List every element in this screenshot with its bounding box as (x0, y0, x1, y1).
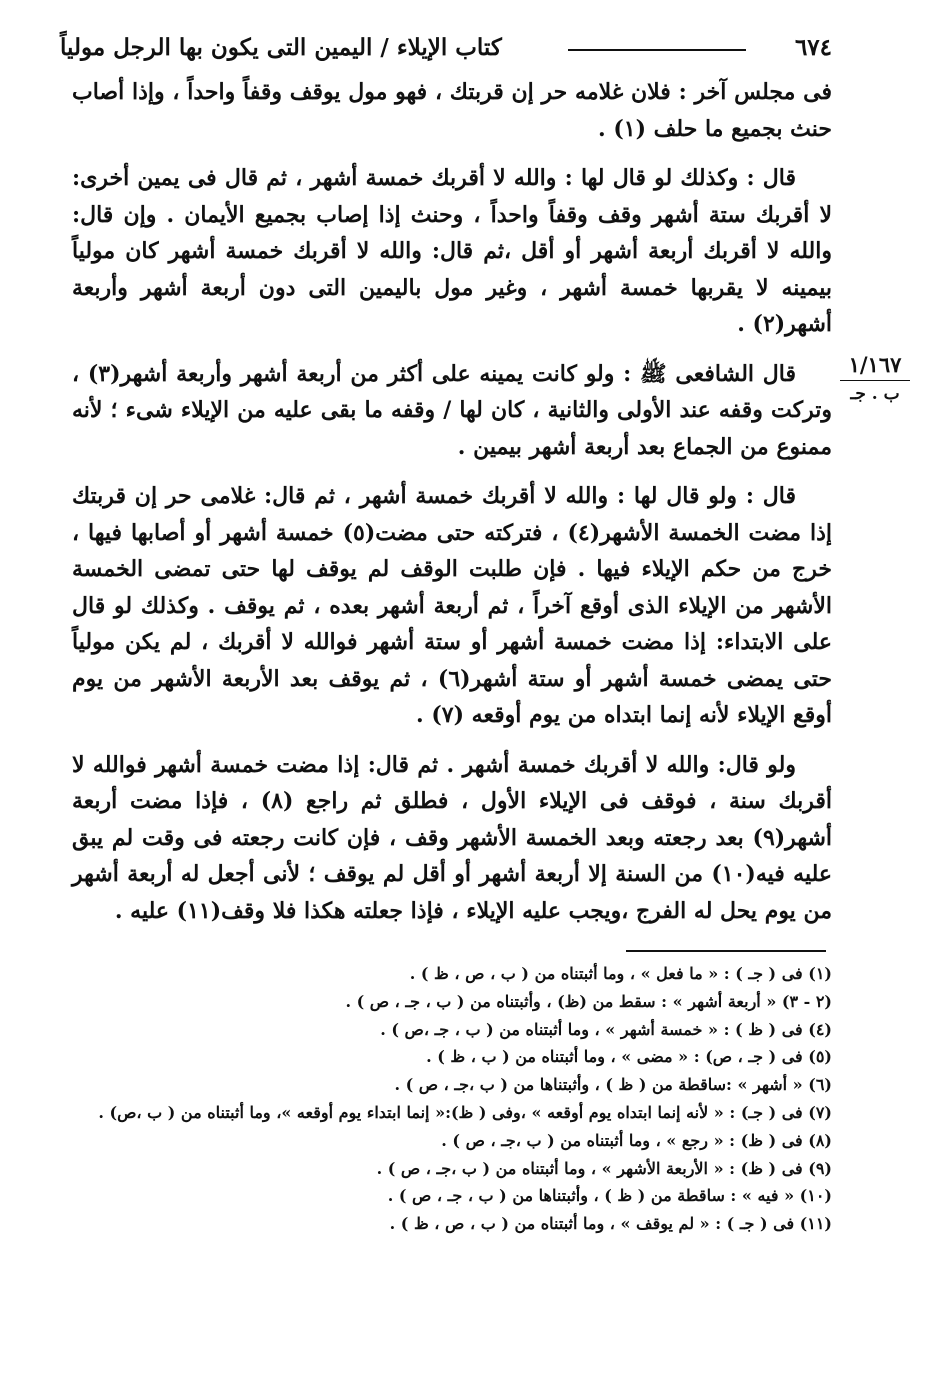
paragraph-text: ولو قال لها : والله لا أقربك خمسة أشهر ، ثم قال: غلامى حر إن قربتك إذا مضت الخمسة الأشهر(٤) ، فتركته حتى مضت(٥) خمسة أشهر أو أصابها فيها ، خرج من حكم الإيلاء فيها . فإن طلبت الوقف لم يوقف لها حتى تمضى الخمسة الأشهر من الإيلاء الذى أوقع آخراً ، ثم أربعة أشهر بعده ، ثم يوقف . وكذلك لو قال على الابتداء: إذا مضت خمسة أشهر أو ستة أشهر فوالله لا أقربك ، لم يكن مولياً حتى يمضى خمسة أشهر أو ستة أشهر(٦) ، ثم يوقف بعد الأربعة الأشهر من يوم أوقع الإيلاء لأنه إنما ابتداه من يوم أوقعه (٧) . (72, 483, 832, 728)
footnote-divider (626, 950, 826, 952)
footnote: (١٠) « فيه » : ساقطة من ( ظ ) ، وأثبتناها من ( ب ، جـ ، ص ) . (387, 1186, 832, 1206)
margin-reference (840, 352, 910, 407)
page-header (60, 28, 832, 68)
paragraph-lead: قال : (745, 483, 796, 509)
page-number: ٦٧٤ (794, 34, 832, 61)
header-rule (568, 49, 746, 51)
footnote: (٤) فى ( ظ ) : « خمسة أشهر » ، وما أثبتناه من ( ب ، جـ ،ص ) . (380, 1019, 832, 1039)
paragraph (72, 74, 832, 147)
margin-reference-manuscript: ب . جـ (850, 384, 900, 404)
paragraph-text: وكذلك لو قال لها : والله لا أقربك خمسة أشهر ، ثم قال فى يمين أخرى: لا أقربك ستة أشهر وقف وقفاً واحداً ، وحنث إذا إصاب بجميع الأيمان . وإن قال: والله لا أقربك أربعة أشهر أو أقل ،ثم قال: والله لا أقربك خمسة أشهر كان مولياً بيمينه لا يقربها خمسة أشهر ، وغير مول باليمين التى دون أربعة أشهر وأربعة أشهر(٢) . (72, 165, 832, 337)
paragraph-text: ولو قال: والله لا أقربك خمسة أشهر . ثم قال: إذا مضت خمسة أشهر فوالله لا أقربك سنة ، فوقف فى الإيلاء الأول ، فطلق ثم راجع (٨) ، فإذا مضت أربعة أشهر(٩) بعد رجعته وبعد الخمسة الأشهر وقف ، فإن كانت رجعته فى وقت لم يبق عليه فيه(١٠) من السنة إلا أربعة أشهر أو أقل لم يوقف ؛ لأنى أجعل له أربعة أشهر من يوم يحل له الفرج ،ويجب عليه الإيلاء ، فإذا جعلته هكذا فلا وقف(١١) عليه . (72, 751, 832, 924)
footnote: (٦) « أشهر » :ساقطة من ( ظ ) ، وأثبتناها من ( ب ،جـ ، ص ) . (394, 1075, 832, 1095)
paragraph-text: ولو كانت يمينه على أكثر من أربعة أشهر وأربعة أشهر(٣) ، وتركت وقفه عند الأولى والثانية ، كان لها / وقفه ما بقى عليه من الإيلاء شىء ؛ لأنه ممنوع من الجماع بعد أربعة أشهر بيمين . (72, 360, 832, 460)
footnote: (٥) فى ( جـ ، ص) : « مضى » ، وما أثبتناه من ( ب ، ظ ) . (426, 1047, 832, 1067)
footnote: (١١) فى ( جـ ) : « لم يوقف » ، وما أثبتناه من ( ب ، ص ، ظ ) . (389, 1214, 832, 1234)
main-text (72, 74, 832, 942)
paragraph-lead: قال : (746, 165, 796, 191)
footnote: (١) فى ( جـ ) : « ما فعل » ، وما أثبتناه من ( ب ، ص ، ظ ) . (409, 964, 832, 983)
footnote: (٨) فى ( ظ) : « رجع » ، وما أثبتناه من ( ب ،جـ ، ص ) . (441, 1130, 832, 1150)
footnote: (٩) فى ( ظ) : « الأربعة الأشهر » ، وما أثبتناه من ( ب ،جـ ، ص ) . (376, 1158, 832, 1178)
paragraph (72, 160, 832, 343)
paragraph-text: فى مجلس آخر : فلان غلامه حر إن قربتك ، فهو مول يوقف وقفاً واحداً ، وإذا أصاب حنث بجميع ما حلف (١) . (72, 79, 832, 142)
paragraph-lead: قال الشافعى ﷺ : (623, 360, 796, 387)
paragraph (72, 747, 832, 930)
footnote: (٢ - ٣) « أربعة أشهر » : سقط من (ظ) ، وأثبتناه من ( ب ، جـ ، ص ) . (345, 991, 832, 1011)
running-title: كتاب الإيلاء / اليمين التى يكون بها الرجل مولياً (60, 34, 502, 61)
footnote: (٧) فى ( جـ) : « لأنه إنما ابتداه يوم أوقعه » ،وفى ( ظ):« إنما ابتداء يوم أوقعه »، وما أثبتناه من ( ب ،ص) . (98, 1102, 832, 1122)
paragraph (72, 478, 832, 734)
paragraph (72, 356, 832, 466)
footnotes (60, 960, 832, 1238)
margin-reference-number: ١/١٦٧ (840, 352, 910, 381)
